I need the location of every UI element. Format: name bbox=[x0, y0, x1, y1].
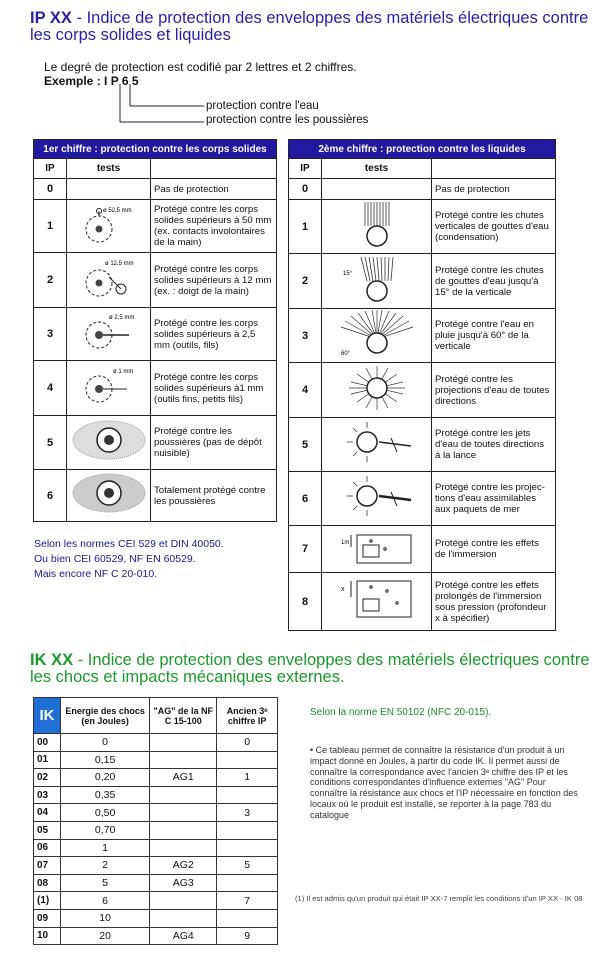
ik-old-ip: 7 bbox=[217, 892, 278, 910]
solid-col-tests: tests bbox=[67, 159, 151, 179]
table-row bbox=[289, 309, 556, 363]
protection-description: Protégé contre les corps solides supérieurs à 12 mm (ex. : doigt de la main) bbox=[151, 253, 277, 308]
ip-title-text: Indice de protection des enveloppes des matériels électriques contre les corps solides et liquides bbox=[30, 9, 589, 44]
ip-code: 8 bbox=[289, 573, 322, 631]
ik-col-ag: "AG" de la NF C 15-100 bbox=[150, 698, 217, 734]
ik-energy: 5 bbox=[61, 874, 150, 892]
ip-intro-text: Le degré de protection est codifié par 2 lettres et 2 chiffres. bbox=[44, 60, 357, 74]
table-row bbox=[289, 573, 556, 631]
protection-description: Protégé contre les corps solides supérieurs à 2,5 mm (outils, fils) bbox=[151, 308, 277, 361]
ik-ag bbox=[150, 839, 217, 857]
legend-dust: protection contre les poussières bbox=[206, 114, 369, 126]
ip-section-title bbox=[30, 10, 590, 44]
immersion-icon bbox=[322, 526, 432, 573]
ik-ag bbox=[150, 734, 217, 752]
sphere-test-icon bbox=[67, 200, 151, 253]
table-row bbox=[289, 179, 556, 200]
protection-description: Protégé contre les effets de l'immersion bbox=[432, 526, 556, 573]
solid-table-header: 1er chiffre : protection contre les corps solides bbox=[34, 140, 277, 159]
ik-norm: Selon la norme EN 50102 (NFC 20-015). bbox=[310, 707, 492, 718]
protection-description: Protégé contre les chutes de gouttes d'eau jusqu'à 15° de la verticale bbox=[432, 254, 556, 309]
ik-code: 08 bbox=[34, 874, 61, 892]
ik-note: • Ce tableau permet de connaître la résistance d'un produit à un impact donné en Joules, à partir du code IK. Il permet aussi de connaître la correspondance avec l'ancien 3ᵉ chiffre des IP et les conditions correspondantes d'influence externes "AG" Pour connaître la résistance aux chocs et l'IP nécessaire en fonction des locaux où le produit est installé, se reporter à la page 783 du catalogue bbox=[310, 745, 578, 820]
table-row bbox=[289, 363, 556, 418]
table-row bbox=[34, 786, 278, 804]
ik-col-old-ip: Ancien 3ᵉ chiffre IP bbox=[217, 698, 278, 734]
liquid-col-tests: tests bbox=[322, 159, 432, 179]
ik-title-separator: - bbox=[73, 651, 88, 669]
table-row bbox=[34, 804, 278, 822]
test-label: x bbox=[340, 586, 344, 593]
table-row bbox=[34, 470, 277, 522]
test-illustration bbox=[67, 179, 151, 200]
ik-title-text: Indice de protection des enveloppes des matériels électriques contre les chocs et impacts mécaniques externes. bbox=[30, 651, 590, 686]
ik-old-ip bbox=[217, 909, 278, 927]
ik-code: 01 bbox=[34, 751, 61, 769]
ik-energy: 0,20 bbox=[61, 769, 150, 787]
ik-title-code: IK XX bbox=[30, 651, 74, 669]
ik-old-ip bbox=[217, 786, 278, 804]
test-label: 15° bbox=[342, 270, 352, 277]
ik-ag bbox=[150, 751, 217, 769]
ik-energy: 0,35 bbox=[61, 786, 150, 804]
ip-code: 5 bbox=[34, 416, 67, 470]
ip-code: 3 bbox=[34, 308, 67, 361]
ik-old-ip bbox=[217, 751, 278, 769]
protection-description: Protégé contre l'eau en pluie jusqu'à 60° de la verticale bbox=[432, 309, 556, 363]
test-label: ø 2,5 mm bbox=[108, 314, 134, 321]
ik-energy: 10 bbox=[61, 909, 150, 927]
norm-line: Selon les normes CEI 529 et DIN 40050. bbox=[34, 538, 224, 550]
ik-old-ip bbox=[217, 839, 278, 857]
test-label: 1m bbox=[340, 539, 349, 546]
table-row bbox=[34, 200, 277, 253]
ik-ag: AG4 bbox=[150, 927, 217, 945]
ik-old-ip bbox=[217, 821, 278, 839]
table-row bbox=[289, 254, 556, 309]
ik-code: 07 bbox=[34, 857, 61, 875]
ik-code: 03 bbox=[34, 786, 61, 804]
table-row bbox=[34, 179, 277, 200]
table-row bbox=[34, 361, 277, 416]
ik-energy: 1 bbox=[61, 839, 150, 857]
ik-energy: 0,70 bbox=[61, 821, 150, 839]
ip-code: 1 bbox=[34, 200, 67, 253]
protection-description: Protégé contre les effets prolongés de l'immersion sous pression (profondeur x à spécifier) bbox=[432, 573, 556, 631]
ik-ag bbox=[150, 909, 217, 927]
test-label: ø 1 mm bbox=[112, 368, 133, 375]
ip-code: 6 bbox=[289, 472, 322, 526]
ip-code: 6 bbox=[34, 470, 67, 522]
table-row bbox=[289, 472, 556, 526]
ip-code: 2 bbox=[289, 254, 322, 309]
ik-energy: 6 bbox=[61, 892, 150, 910]
ik-ag: AG3 bbox=[150, 874, 217, 892]
table-row bbox=[34, 857, 278, 875]
wire-test-icon bbox=[67, 361, 151, 416]
solid-col-desc bbox=[151, 159, 277, 179]
table-row bbox=[34, 821, 278, 839]
prolonged-immersion-icon bbox=[322, 573, 432, 631]
ik-table bbox=[33, 697, 278, 945]
table-row bbox=[34, 892, 278, 910]
ik-code: 05 bbox=[34, 821, 61, 839]
table-row bbox=[34, 416, 277, 470]
protection-description: Pas de protection bbox=[432, 179, 556, 200]
ik-energy: 0,15 bbox=[61, 751, 150, 769]
ik-old-ip: 1 bbox=[217, 769, 278, 787]
dust-test-icon bbox=[67, 416, 151, 470]
table-row bbox=[34, 927, 278, 945]
splash-all-directions-icon bbox=[322, 363, 432, 418]
ik-code: 09 bbox=[34, 909, 61, 927]
table-row bbox=[34, 909, 278, 927]
liquid-col-ip: IP bbox=[289, 159, 322, 179]
table-row bbox=[289, 526, 556, 573]
ik-ag bbox=[150, 821, 217, 839]
table-row bbox=[34, 874, 278, 892]
norm-line: Ou bien CEI 60529, NF EN 60529. bbox=[34, 553, 196, 565]
ik-footnote: (1) Il est admis qu'un produit qui était IP XX-7 remplit les conditions d'un IP XX - IK 08 bbox=[295, 894, 583, 903]
ik-ag: AG1 bbox=[150, 769, 217, 787]
vertical-drops-icon bbox=[322, 200, 432, 254]
ik-energy: 2 bbox=[61, 857, 150, 875]
ik-ag bbox=[150, 804, 217, 822]
ik-code: 06 bbox=[34, 839, 61, 857]
table-row bbox=[34, 839, 278, 857]
ip-code: 1 bbox=[289, 200, 322, 254]
dust-tight-icon bbox=[67, 470, 151, 522]
ip-code: 2 bbox=[34, 253, 67, 308]
ik-old-ip: 3 bbox=[217, 804, 278, 822]
table-row bbox=[34, 734, 278, 752]
table-row bbox=[34, 751, 278, 769]
ip-example: Exemple : I P 6 5 bbox=[44, 74, 139, 88]
ip-code: 5 bbox=[289, 418, 322, 472]
ik-old-ip bbox=[217, 874, 278, 892]
angled-drops-icon bbox=[322, 254, 432, 309]
ik-energy: 0,50 bbox=[61, 804, 150, 822]
ik-code: 02 bbox=[34, 769, 61, 787]
ik-ag bbox=[150, 892, 217, 910]
liquid-col-desc bbox=[432, 159, 556, 179]
ik-section-title bbox=[30, 652, 590, 686]
solid-protection-table bbox=[33, 139, 277, 522]
example-connector-lines bbox=[110, 84, 210, 134]
ip-title-separator: - bbox=[71, 9, 87, 27]
legend-water: protection contre l'eau bbox=[206, 100, 319, 112]
solid-col-ip: IP bbox=[34, 159, 67, 179]
protection-description: Protégé contre les corps solides supérieurs à1 mm (outils fins, petits fils) bbox=[151, 361, 277, 416]
ik-code: 10 bbox=[34, 927, 61, 945]
ik-code: 00 bbox=[34, 734, 61, 752]
test-label: ø 12,5 mm bbox=[104, 260, 134, 267]
protection-description: Protégé contre les jets d'eau de toutes directions à la lance bbox=[432, 418, 556, 472]
ik-energy: 0 bbox=[61, 734, 150, 752]
table-row bbox=[34, 253, 277, 308]
protection-description: Protégé contre les chutes verticales de gouttes d'eau (condensation) bbox=[432, 200, 556, 254]
table-row bbox=[289, 418, 556, 472]
test-label: 60° bbox=[340, 351, 350, 357]
ip-code: 7 bbox=[289, 526, 322, 573]
ik-ag bbox=[150, 786, 217, 804]
norm-line: Mais encore NF C 20-010. bbox=[34, 568, 158, 580]
tool-test-icon bbox=[67, 308, 151, 361]
ip-code: 0 bbox=[34, 179, 67, 200]
ip-code: 3 bbox=[289, 309, 322, 363]
protection-description: Totalement protégé contre les poussières bbox=[151, 470, 277, 522]
protection-description: Protégé contre les projec-tions d'eau assimilables aux paquets de mer bbox=[432, 472, 556, 526]
finger-test-icon bbox=[67, 253, 151, 308]
table-row bbox=[34, 769, 278, 787]
protection-description: Protégé contre les poussières (pas de dépôt nuisible) bbox=[151, 416, 277, 470]
ik-code: 04 bbox=[34, 804, 61, 822]
ik-code: (1) bbox=[34, 892, 61, 910]
test-illustration bbox=[322, 179, 432, 200]
table-row bbox=[34, 308, 277, 361]
ik-old-ip: 0 bbox=[217, 734, 278, 752]
ik-energy: 20 bbox=[61, 927, 150, 945]
ip-title-code: IP XX bbox=[30, 9, 72, 27]
heavy-seas-icon bbox=[322, 472, 432, 526]
ip-norms bbox=[34, 537, 224, 582]
test-label: ø 52,5 mm bbox=[102, 207, 132, 214]
protection-description: Protégé contre les projections d'eau de toutes directions bbox=[432, 363, 556, 418]
ik-old-ip: 9 bbox=[217, 927, 278, 945]
ip-code: 4 bbox=[34, 361, 67, 416]
rain-spray-icon bbox=[322, 309, 432, 363]
water-jet-icon bbox=[322, 418, 432, 472]
liquid-protection-table bbox=[288, 139, 556, 631]
ip-code: 0 bbox=[289, 179, 322, 200]
ik-col-code: IK bbox=[34, 698, 61, 734]
ik-ag: AG2 bbox=[150, 857, 217, 875]
ik-col-energy: Energie des chocs (en Joules) bbox=[61, 698, 150, 734]
liquid-table-header: 2ème chiffre : protection contre les liquides bbox=[289, 140, 556, 159]
protection-description: Pas de protection bbox=[151, 179, 277, 200]
ik-old-ip: 5 bbox=[217, 857, 278, 875]
table-row bbox=[289, 200, 556, 254]
ip-code: 4 bbox=[289, 363, 322, 418]
protection-description: Protégé contre les corps solides supérieurs à 50 mm (ex. contacts involontaires de la main) bbox=[151, 200, 277, 253]
